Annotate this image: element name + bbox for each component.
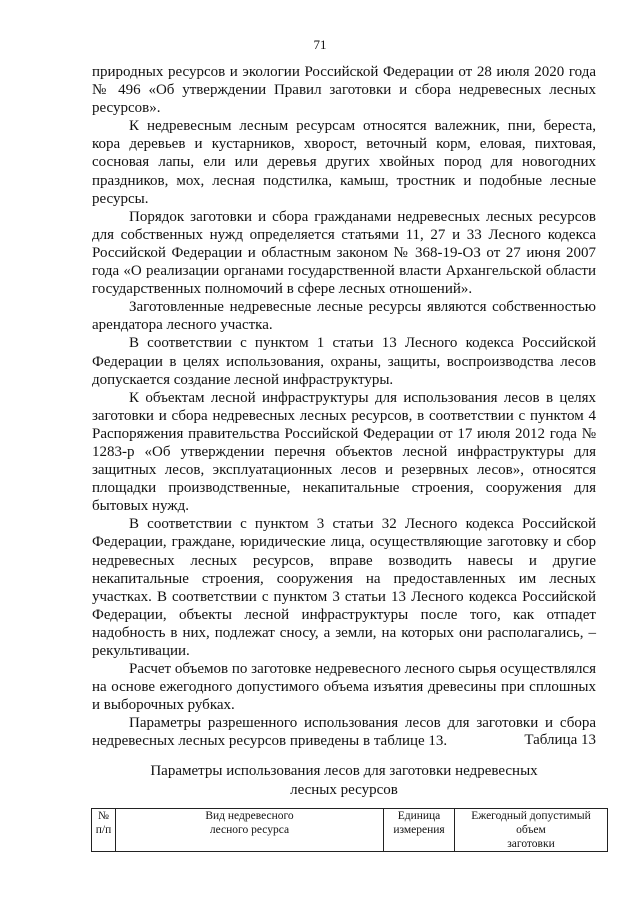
paragraph-3: Порядок заготовки и сбора гражданами недревесных лесных ресурсов для собственных нужд определяется статьями 11, 27 и 33 Лесного кодекса Российской Федерации и областным законом № 368-19-ОЗ от 27 июня 2007 года «О реализации органами государственной власти Архангельской области государственных полномочий в сфере лесных отношений». bbox=[92, 208, 596, 298]
table-title-line-1: Параметры использования лесов для заготовки недревесных bbox=[150, 763, 538, 779]
paragraph-4: Заготовленные недревесные лесные ресурсы являются собственностью арендатора лесного участка. bbox=[92, 299, 596, 334]
paragraph-8: Расчет объемов по заготовке недревесного лесного сырья осуществлялся на основе ежегодного допустимого объема изъятия древесины при сплошных и выборочных рубках. bbox=[92, 661, 596, 714]
header-unit-line-2: измерения bbox=[393, 824, 445, 836]
table-label: Таблица 13 bbox=[524, 732, 596, 748]
header-resource-type-line-1: Вид недревесного bbox=[205, 810, 294, 822]
header-annual-volume-line-1: Ежегодный допустимый объем bbox=[471, 810, 591, 836]
header-annual-volume-line-2: заготовки bbox=[507, 838, 555, 850]
header-number-line-1: № bbox=[98, 810, 109, 822]
paragraph-1: природных ресурсов и экологии Российской Федерации от 28 июля 2020 года № 496 «Об утверждении Правил заготовки и сбора недревесных лесных ресурсов». bbox=[92, 64, 596, 117]
header-unit bbox=[384, 809, 455, 852]
header-resource-type-line-2: лесного ресурса bbox=[209, 824, 290, 836]
table-title-line-2: лесных ресурсов bbox=[290, 782, 398, 798]
parameters-table bbox=[91, 808, 608, 852]
header-unit-line-1: Единица bbox=[397, 810, 441, 822]
paragraph-2: К недревесным лесным ресурсам относятся валежник, пни, береста, кора деревьев и кустарников, хворост, веточный корм, еловая, пихтовая, сосновая лапы, ели или деревья других хвойных пород для новогодних праздников, мох, лесная подстилка, камыш, тростник и подобные лесные ресурсы. bbox=[92, 118, 596, 207]
header-resource-type bbox=[116, 809, 384, 852]
header-number bbox=[92, 809, 116, 852]
header-annual-volume bbox=[455, 809, 608, 852]
header-number-line-2: п/п bbox=[95, 824, 112, 836]
paragraph-9: Параметры разрешенного использования лесов для заготовки и сбора недревесных лесных ресурсов приведены в таблице 13. bbox=[92, 715, 596, 750]
body-text bbox=[92, 63, 596, 751]
table-header-row bbox=[92, 809, 608, 852]
paragraph-7: В соответствии с пунктом 3 статьи 32 Лесного кодекса Российской Федерации, граждане, юридические лица, осуществляющие заготовку и сбор недревесных лесных ресурсов, вправе возводить навесы и другие некапитальные строения, сооружения на предоставленных им лесных участках. В соответствии с пунктом 3 статьи 13 Лесного кодекса Российской Федерации, объекты лесной инфраструктуры после того, как отпадет надобность в них, подлежат сносу, а земли, на которых они располагались, – рекультивации. bbox=[92, 516, 596, 659]
page-number: 71 bbox=[313, 37, 327, 52]
table-title bbox=[92, 762, 596, 800]
paragraph-5: В соответствии с пунктом 1 статьи 13 Лесного кодекса Российской Федерации в целях использования, охраны, защиты, воспроизводства лесов допускается создание лесной инфраструктуры. bbox=[92, 335, 596, 388]
paragraph-6: К объектам лесной инфраструктуры для использования лесов в целях заготовки и сбора недревесных лесных ресурсов, в соответствии с пунктом 4 Распоряжения правительства Российской Федерации от 17 июля 2012 года № 1283-р «Об утверждении перечня объектов лесной инфраструктуры для защитных лесов, эксплуатационных лесов и резервных лесов», относятся площадки производственные, некапитальные строения, сооружения для бытовых нужд. bbox=[92, 389, 596, 515]
